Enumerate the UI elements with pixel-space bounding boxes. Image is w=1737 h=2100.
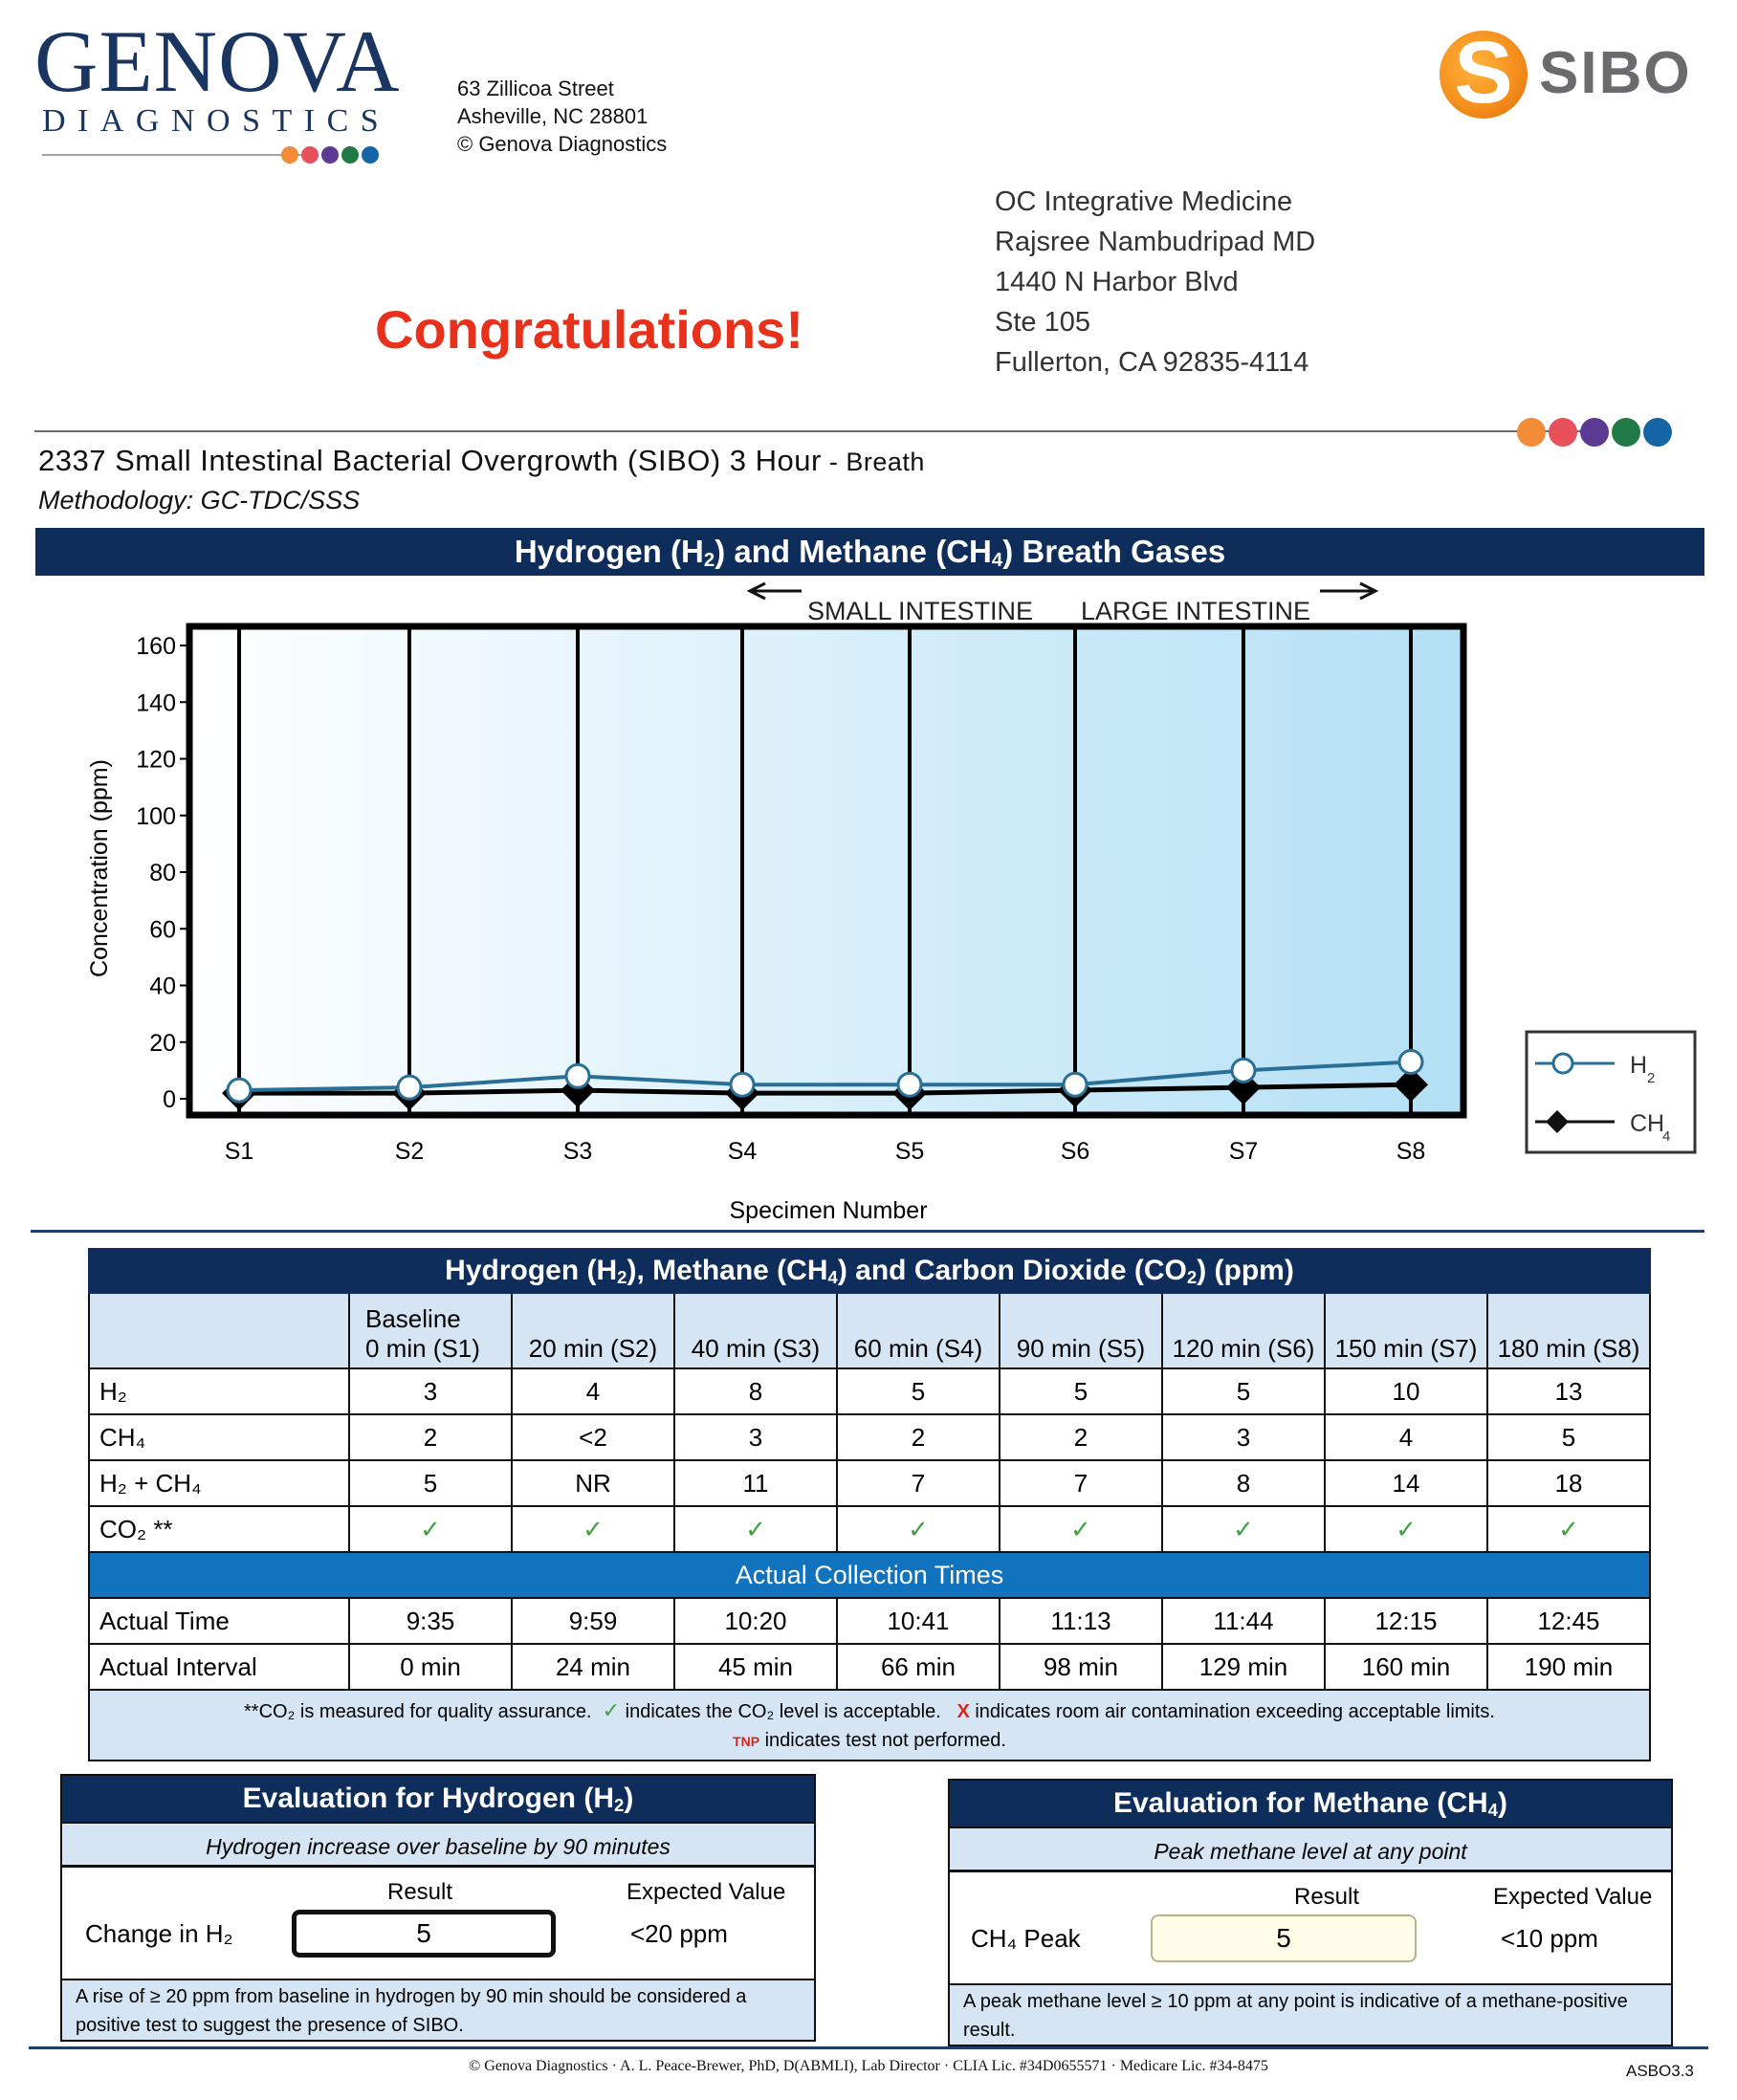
table-header-row xyxy=(89,1294,1650,1368)
eval-title-text: Evaluation for Methane (CH xyxy=(1112,1787,1488,1819)
x-icon: X xyxy=(956,1701,970,1722)
table-cell: 10:41 xyxy=(837,1598,1000,1644)
table-cell: 66 min xyxy=(837,1644,1000,1690)
result-value-box: 5 xyxy=(292,1910,556,1958)
column-header xyxy=(837,1294,1000,1368)
lab-address xyxy=(457,75,667,158)
brand-dot xyxy=(341,146,359,164)
brand-dot xyxy=(1612,418,1640,447)
x-tick-label: S4 xyxy=(727,1138,758,1165)
genova-wordmark: GENOVA xyxy=(34,12,401,110)
h2-point xyxy=(1232,1059,1255,1082)
brand-dot xyxy=(1580,418,1609,447)
x-axis-title: Specimen Number xyxy=(729,1197,928,1224)
expected-value: <10 ppm xyxy=(1501,1924,1598,1953)
table-banner xyxy=(88,1248,1651,1294)
expected-label: Expected Value xyxy=(627,1879,786,1905)
row-label: H₂ + CH₄ xyxy=(89,1460,349,1506)
header-corner xyxy=(89,1294,349,1368)
footer-text: © Genova Diagnostics · A. L. Peace-Brewer, PhD, D(ABMLI), Lab Director · CLIA Lic. #34D0655571 · Medicare Lic. #34-8475 xyxy=(469,2058,1268,2074)
table-footnote xyxy=(88,1691,1651,1761)
table-cell: 0 min xyxy=(349,1644,512,1690)
column-header-line: 180 min (S8) xyxy=(1497,1334,1640,1363)
table-cell: 24 min xyxy=(512,1644,674,1690)
specimen-type: Breath xyxy=(846,448,925,476)
row-label: CH₄ xyxy=(89,1414,349,1460)
x-tick-label: S2 xyxy=(394,1138,425,1165)
column-header xyxy=(1487,1294,1650,1368)
legend-ch4-label: CH xyxy=(1630,1110,1665,1137)
form-code: ASBO3.3 xyxy=(1626,2062,1694,2080)
provider-line: Fullerton, CA 92835-4114 xyxy=(995,347,1309,378)
table-cell: 9:35 xyxy=(349,1598,512,1644)
address-line: © Genova Diagnostics xyxy=(457,132,668,156)
y-axis-title: Concentration (ppm) xyxy=(86,759,113,977)
x-axis xyxy=(225,1138,1426,1224)
provider-line: 1440 N Harbor Blvd xyxy=(995,267,1239,297)
footnote-line-2 xyxy=(90,1726,1649,1756)
plot-background xyxy=(189,626,1463,1115)
eval-note: A rise of ≥ 20 ppm from baseline in hydrogen by 90 min should be considered a positive test to suggest the presence of SIBO. xyxy=(62,1979,814,2040)
eval-description: Peak methane level at any point xyxy=(950,1827,1671,1872)
x-tick-label: S6 xyxy=(1060,1138,1090,1165)
eval-title xyxy=(950,1781,1671,1827)
table-row xyxy=(89,1644,1650,1690)
table-cell: 45 min xyxy=(674,1644,837,1690)
banner-text: ) and Carbon Dioxide (CO xyxy=(837,1255,1187,1286)
footnote-text: **CO₂ is measured for quality assurance. xyxy=(244,1701,592,1722)
expected-label: Expected Value xyxy=(1493,1884,1653,1910)
methane-evaluation xyxy=(948,1779,1673,2046)
table-cell: 2 xyxy=(837,1414,1000,1460)
row-label: Actual Interval xyxy=(89,1644,349,1690)
banner-text: Hydrogen (H xyxy=(514,534,704,569)
table-cell: 5 xyxy=(1162,1368,1325,1414)
header-divider xyxy=(34,430,1584,432)
footnote-text: indicates the CO₂ level is acceptable. xyxy=(625,1701,941,1722)
column-header-line: 150 min (S7) xyxy=(1334,1334,1478,1363)
banner-text: Hydrogen (H xyxy=(445,1255,618,1286)
column-header-line: 90 min (S5) xyxy=(1016,1334,1146,1363)
table-cell: 13 xyxy=(1487,1368,1650,1414)
table-cell: 3 xyxy=(674,1414,837,1460)
footnote-text: indicates room air contamination exceeding acceptable limits. xyxy=(975,1701,1495,1722)
legend-h2-subscript: 2 xyxy=(1647,1070,1656,1086)
genova-logo xyxy=(34,12,407,151)
legend-ch4-subscript: 4 xyxy=(1662,1128,1671,1145)
y-tick-label: 80 xyxy=(149,860,176,886)
footer-divider xyxy=(29,2046,1708,2049)
region-label-large-intestine: LARGE INTESTINE xyxy=(1081,597,1311,625)
column-header xyxy=(1000,1294,1162,1368)
column-header-line: 20 min (S2) xyxy=(528,1334,658,1363)
table-cell: 5 xyxy=(1000,1368,1162,1414)
column-header-line: 60 min (S4) xyxy=(853,1334,983,1363)
tnp-marker: TNP xyxy=(733,1734,760,1749)
logo-dots xyxy=(281,146,379,164)
table-cell: 3 xyxy=(1162,1414,1325,1460)
y-tick-label: 120 xyxy=(136,746,176,774)
result-label: Result xyxy=(1294,1884,1360,1910)
eval-body xyxy=(950,1872,1671,1983)
h2-point xyxy=(898,1073,921,1096)
table-cell: 129 min xyxy=(1162,1644,1325,1690)
table-cell: 4 xyxy=(512,1368,674,1414)
table-cell: 7 xyxy=(837,1460,1000,1506)
table-row xyxy=(89,1506,1650,1552)
gas-table xyxy=(88,1294,1651,1553)
table-cell: 11:13 xyxy=(1000,1598,1162,1644)
eval-title-subscript: 4 xyxy=(1487,1800,1499,1820)
provider-line: Ste 105 xyxy=(995,307,1090,338)
column-header xyxy=(674,1294,837,1368)
x-tick-label: S1 xyxy=(224,1138,254,1165)
banner-text: ) (ppm) xyxy=(1197,1255,1294,1286)
parameter-label: CH₄ Peak xyxy=(971,1924,1081,1953)
table-cell: 2 xyxy=(1000,1414,1162,1460)
brand-dot xyxy=(321,146,339,164)
legend-h2-marker xyxy=(1553,1054,1572,1073)
gas-results-table xyxy=(88,1248,1651,1761)
brand-dot xyxy=(362,146,379,164)
y-tick-label: 20 xyxy=(149,1029,176,1057)
brand-dot xyxy=(1517,418,1546,447)
column-header xyxy=(1325,1294,1487,1368)
table-cell: 7 xyxy=(1000,1460,1162,1506)
table-cell: 11 xyxy=(674,1460,837,1506)
x-tick-label: S8 xyxy=(1396,1138,1426,1165)
check-icon: ✓ xyxy=(674,1506,837,1552)
x-tick-label: S3 xyxy=(562,1138,593,1165)
check-icon: ✓ xyxy=(602,1698,621,1722)
table-cell: 5 xyxy=(349,1460,512,1506)
h2-point xyxy=(566,1064,589,1087)
table-cell: 2 xyxy=(349,1414,512,1460)
chart-legend xyxy=(1527,1032,1695,1152)
banner-subscript: 2 xyxy=(1186,1267,1198,1287)
result-value-box: 5 xyxy=(1151,1914,1417,1962)
eval-title-text: ) xyxy=(1498,1787,1508,1819)
banner-text: ) and Methane (CH xyxy=(715,534,992,569)
column-header-line: 120 min (S6) xyxy=(1172,1334,1315,1363)
table-cell: 5 xyxy=(1487,1414,1650,1460)
sibo-logo-text: SIBO xyxy=(1539,40,1692,106)
table-row xyxy=(89,1460,1650,1506)
parameter-label: Change in H₂ xyxy=(85,1919,233,1948)
check-icon: ✓ xyxy=(349,1506,512,1552)
table-cell: 8 xyxy=(674,1368,837,1414)
eval-title-text: Evaluation for Hydrogen (H xyxy=(242,1783,614,1814)
row-label: H₂ xyxy=(89,1368,349,1414)
collection-times-banner: Actual Collection Times xyxy=(88,1553,1651,1597)
x-tick-label: S7 xyxy=(1228,1138,1259,1165)
column-header-line: Baseline xyxy=(365,1304,461,1333)
banner-text: ) Breath Gases xyxy=(1002,534,1226,569)
check-icon: ✓ xyxy=(837,1506,1000,1552)
test-name: 2337 Small Intestinal Bacterial Overgrowth (SIBO) 3 Hour xyxy=(38,444,822,477)
eval-note: A peak methane level ≥ 10 ppm at any point is indicative of a methane-positive result. xyxy=(950,1983,1671,2045)
arrow-right-icon xyxy=(1320,583,1375,599)
brand-dot xyxy=(1549,418,1577,447)
check-icon: ✓ xyxy=(1487,1506,1650,1552)
genova-subtitle: DIAGNOSTICS xyxy=(42,103,391,139)
table-cell: 98 min xyxy=(1000,1644,1162,1690)
table-cell: <2 xyxy=(512,1414,674,1460)
brand-dot xyxy=(1643,418,1672,447)
table-cell: 18 xyxy=(1487,1460,1650,1506)
y-tick-label: 60 xyxy=(149,916,176,944)
banner-text: ), Methane (CH xyxy=(627,1255,828,1286)
eval-title-subscript: 2 xyxy=(614,1795,625,1815)
divider-dots xyxy=(1517,418,1672,447)
result-label: Result xyxy=(387,1879,453,1905)
sibo-logo-letter: S xyxy=(1454,24,1513,121)
sibo-logo xyxy=(1440,24,1692,124)
row-label: CO₂ ** xyxy=(89,1506,349,1552)
eval-title xyxy=(62,1776,814,1822)
table-cell: 10 xyxy=(1325,1368,1487,1414)
footnote-line-1 xyxy=(90,1696,1649,1726)
section-divider xyxy=(31,1230,1704,1233)
h2-point xyxy=(731,1073,754,1096)
hydrogen-evaluation xyxy=(60,1774,816,2042)
h2-point xyxy=(1064,1073,1087,1096)
region-label-small-intestine: SMALL INTESTINE xyxy=(807,597,1034,625)
h2-point xyxy=(228,1079,251,1102)
y-tick-label: 0 xyxy=(163,1086,176,1113)
y-tick-label: 40 xyxy=(149,973,176,1000)
column-header xyxy=(512,1294,674,1368)
test-title xyxy=(38,444,925,478)
logo-rule xyxy=(42,154,310,156)
row-label: Actual Time xyxy=(89,1598,349,1644)
congratulations-message: Congratulations! xyxy=(375,299,803,360)
plot-area xyxy=(189,626,1463,1115)
check-icon: ✓ xyxy=(1162,1506,1325,1552)
eval-description: Hydrogen increase over baseline by 90 minutes xyxy=(62,1822,814,1868)
chart-section-banner xyxy=(35,528,1704,576)
legend-h2-label: H xyxy=(1630,1052,1648,1079)
methodology: Methodology: GC-TDC/SSS xyxy=(38,486,361,514)
provider-address xyxy=(995,182,1315,383)
provider-line: OC Integrative Medicine xyxy=(995,186,1293,217)
eval-title-text: ) xyxy=(624,1783,634,1814)
table-cell: 11:44 xyxy=(1162,1598,1325,1644)
table-cell: 10:20 xyxy=(674,1598,837,1644)
banner-subscript: 2 xyxy=(703,549,715,571)
table-cell: 9:59 xyxy=(512,1598,674,1644)
table-cell: 3 xyxy=(349,1368,512,1414)
table-cell: NR xyxy=(512,1460,674,1506)
check-icon: ✓ xyxy=(1325,1506,1487,1552)
address-line: 63 Zillicoa Street xyxy=(457,77,614,100)
region-labels xyxy=(750,583,1375,625)
brand-dot xyxy=(281,146,298,164)
provider-line: Rajsree Nambudripad MD xyxy=(995,227,1316,257)
collection-times-table xyxy=(88,1597,1651,1691)
column-header xyxy=(349,1294,512,1368)
column-header-line: 40 min (S3) xyxy=(691,1334,821,1363)
table-cell: 160 min xyxy=(1325,1644,1487,1690)
table-cell: 4 xyxy=(1325,1414,1487,1460)
table-cell: 5 xyxy=(837,1368,1000,1414)
h2-point xyxy=(398,1076,421,1099)
brand-dot xyxy=(301,146,319,164)
footnote-text: indicates test not performed. xyxy=(764,1730,1006,1751)
h2-point xyxy=(1399,1050,1422,1073)
banner-subscript: 4 xyxy=(827,1267,838,1287)
y-tick-label: 160 xyxy=(136,633,176,660)
check-icon: ✓ xyxy=(512,1506,674,1552)
y-axis xyxy=(86,633,189,1113)
table-cell: 12:45 xyxy=(1487,1598,1650,1644)
arrow-left-icon xyxy=(750,583,802,599)
table-cell: 12:15 xyxy=(1325,1598,1487,1644)
column-header xyxy=(1162,1294,1325,1368)
table-cell: 14 xyxy=(1325,1460,1487,1506)
y-tick-label: 140 xyxy=(136,689,176,717)
breath-gas-chart xyxy=(0,574,1737,1234)
table-row xyxy=(89,1414,1650,1460)
banner-subscript: 4 xyxy=(991,549,1003,571)
column-header-line: 0 min (S1) xyxy=(365,1334,480,1363)
address-line: Asheville, NC 28801 xyxy=(457,104,649,128)
y-tick-label: 100 xyxy=(136,802,176,830)
check-icon: ✓ xyxy=(1000,1506,1162,1552)
table-row xyxy=(89,1368,1650,1414)
expected-value: <20 ppm xyxy=(630,1919,728,1948)
title-separator: - xyxy=(821,448,847,476)
banner-subscript: 2 xyxy=(617,1267,627,1287)
table-row xyxy=(89,1598,1650,1644)
table-cell: 190 min xyxy=(1487,1644,1650,1690)
eval-body xyxy=(62,1868,814,1979)
x-tick-label: S5 xyxy=(894,1138,925,1165)
table-cell: 8 xyxy=(1162,1460,1325,1506)
